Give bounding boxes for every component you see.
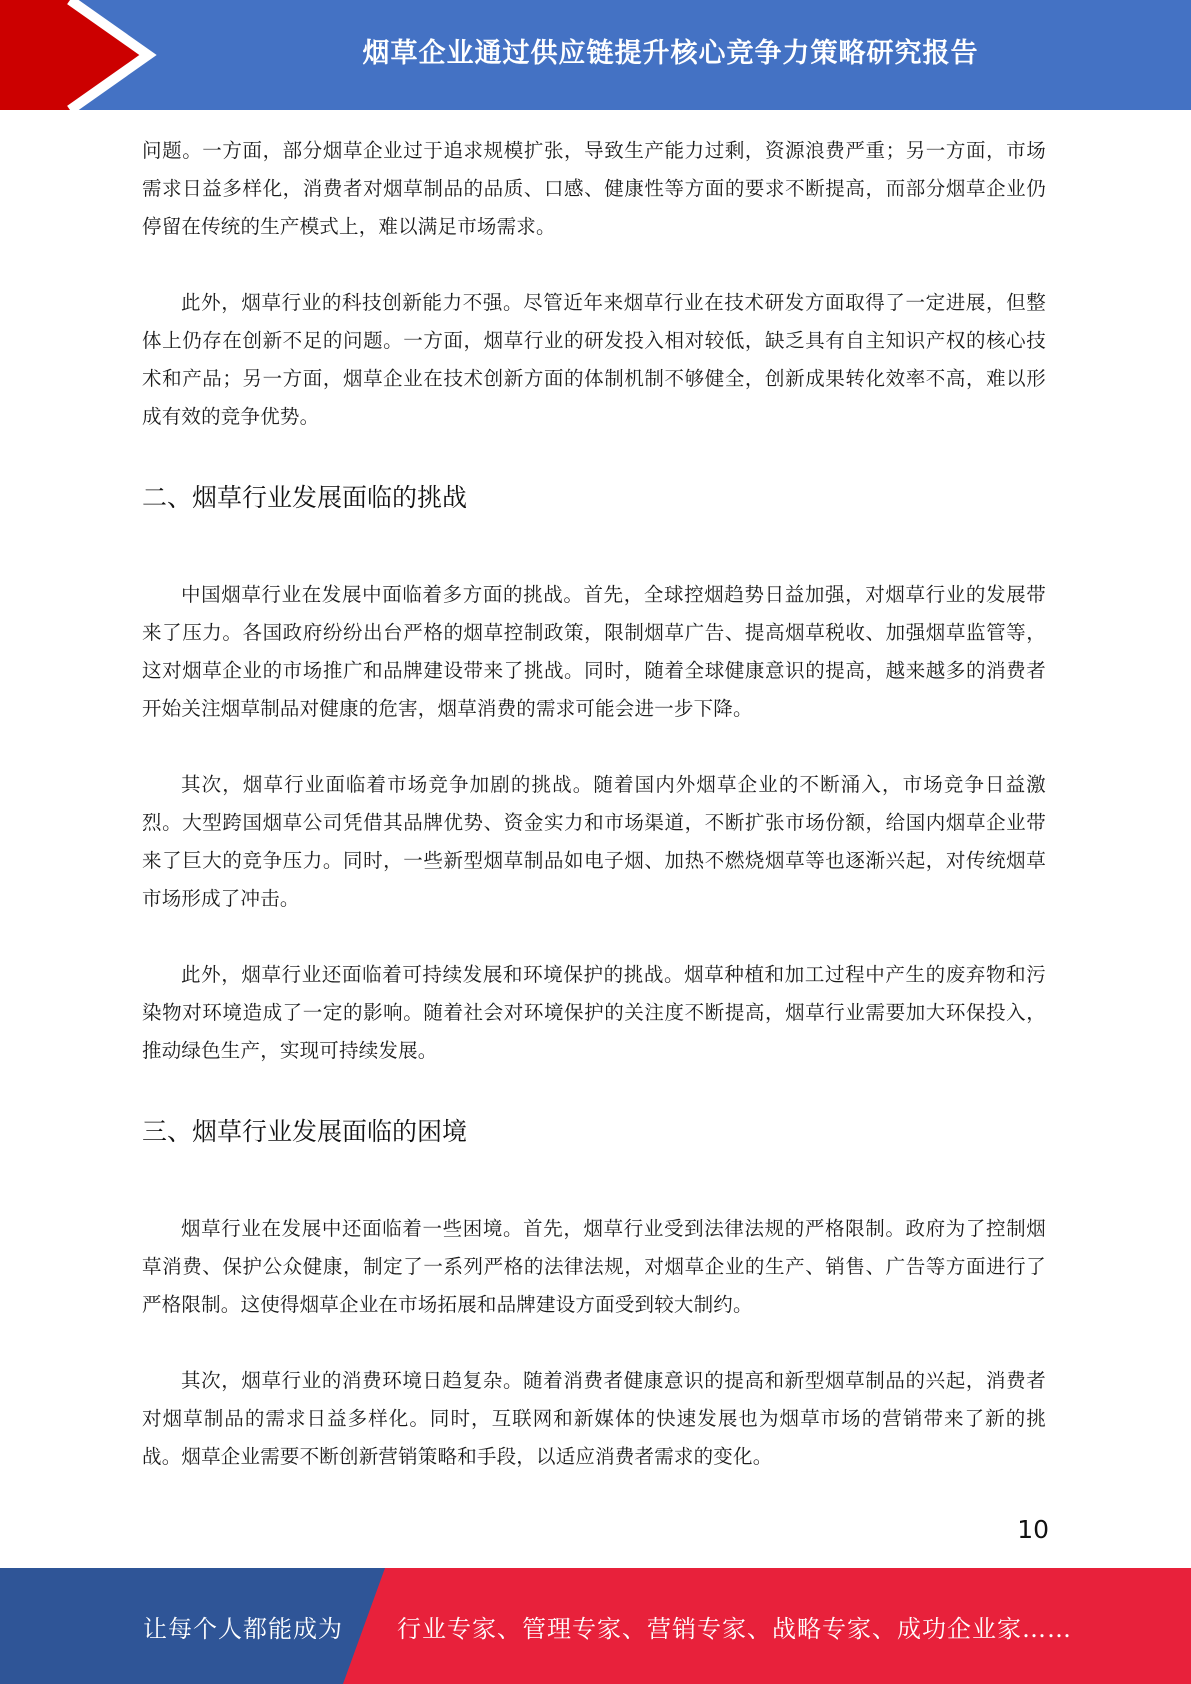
page-number: 10: [1017, 1515, 1049, 1544]
section-heading: 二、烟草行业发展面临的挑战: [142, 483, 468, 512]
paragraph: 中国烟草行业在发展中面临着多方面的挑战。首先，全球控烟趋势日益加强，对烟草行业的发展带来了压力。各国政府纷纷出台严格的烟草控制政策，限制烟草广告、提高烟草税收、加强烟草监管等，这对烟草企业的市场推广和品牌建设带来了挑战。同时，随着全球健康意识的提高，越来越多的消费者开始关注烟草制品对健康的危害，烟草消费的需求可能会进一步下降。: [142, 583, 1046, 720]
section-heading: 三、烟草行业发展面临的困境: [142, 1117, 468, 1146]
document-body: [142, 132, 1046, 1476]
paragraph: 此外，烟草行业的科技创新能力不强。尽管近年来烟草行业在技术研发方面取得了一定进展，但整体上仍存在创新不足的问题。一方面，烟草行业的研发投入相对较低，缺乏具有自主知识产权的核心技术和产品；另一方面，烟草企业在技术创新方面的体制机制不够健全，创新成果转化效率不高，难以形成有效的竞争优势。: [142, 291, 1046, 428]
paragraph: 其次，烟草行业的消费环境日趋复杂。随着消费者健康意识的提高和新型烟草制品的兴起，消费者对烟草制品的需求日益多样化。同时，互联网和新媒体的快速发展也为烟草市场的营销带来了新的挑战。烟草企业需要不断创新营销策略和手段，以适应消费者需求的变化。: [142, 1369, 1046, 1468]
footer-banner: [0, 1568, 1191, 1684]
paragraph: 问题。一方面，部分烟草企业过于追求规模扩张，导致生产能力过剩，资源浪费严重；另一方面，市场需求日益多样化，消费者对烟草制品的品质、口感、健康性等方面的要求不断提高，而部分烟草企业仍停留在传统的生产模式上，难以满足市场需求。: [142, 139, 1046, 238]
paragraph: 此外，烟草行业还面临着可持续发展和环境保护的挑战。烟草种植和加工过程中产生的废弃物和污染物对环境造成了一定的影响。随着社会对环境保护的关注度不断提高，烟草行业需要加大环保投入，推动绿色生产，实现可持续发展。: [142, 963, 1046, 1062]
footer-slogan-right: 行业专家、管理专家、营销专家、战略专家、成功企业家……: [397, 1614, 1072, 1643]
paragraph: 烟草行业在发展中还面临着一些困境。首先，烟草行业受到法律法规的严格限制。政府为了控制烟草消费、保护公众健康，制定了一系列严格的法律法规，对烟草企业的生产、销售、广告等方面进行了严格限制。这使得烟草企业在市场拓展和品牌建设方面受到较大制约。: [142, 1217, 1046, 1316]
footer-slogan-left: 让每个人都能成为: [143, 1614, 343, 1643]
header-banner: [0, 0, 1191, 110]
document-title: 烟草企业通过供应链提升核心竞争力策略研究报告: [362, 37, 979, 69]
paragraph: 其次，烟草行业面临着市场竞争加剧的挑战。随着国内外烟草企业的不断涌入，市场竞争日益激烈。大型跨国烟草公司凭借其品牌优势、资金实力和市场渠道，不断扩张市场份额，给国内烟草企业带来了巨大的竞争压力。同时，一些新型烟草制品如电子烟、加热不燃烧烟草等也逐渐兴起，对传统烟草市场形成了冲击。: [142, 773, 1046, 910]
